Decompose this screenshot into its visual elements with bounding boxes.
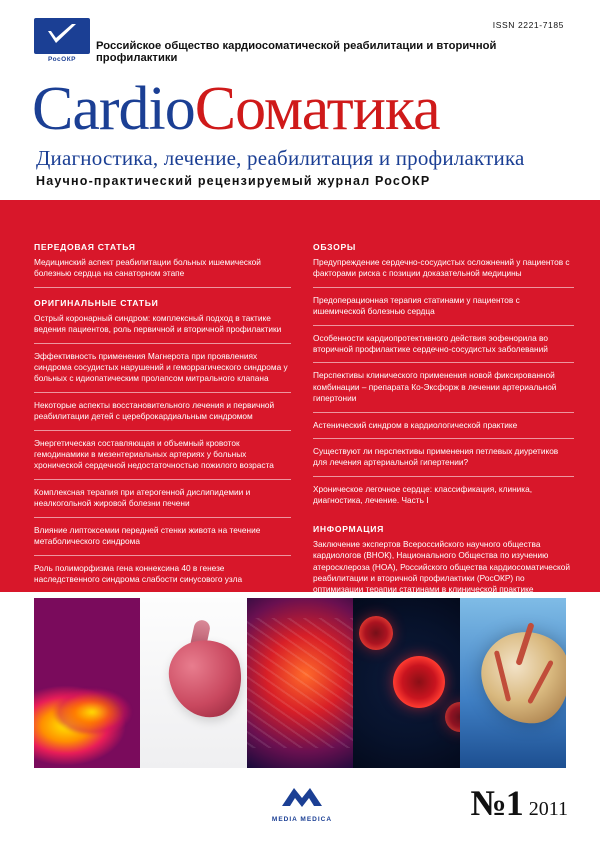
list-item[interactable]: Предупреждение сердечно-сосудистых осложнений у пациентов с факторами риска с позиции доказательной медицины xyxy=(313,257,574,288)
cardiac-muscle-fiber-image xyxy=(247,598,353,768)
red-blood-cells-image xyxy=(353,598,459,768)
list-item[interactable]: Особенности кардиопротективного действия эофенорила во вторичной профилактике сердечно-сосудистых заболеваний xyxy=(313,333,574,364)
journal-title-somatika: Соматика xyxy=(194,75,440,143)
section-heading-information: ИНФОРМАЦИЯ xyxy=(313,523,385,534)
cover-header xyxy=(0,0,600,196)
list-item[interactable]: Заключение экспертов Всероссийского научного общества кардиологов (ВНОК), Национального Общества по изучению атеросклероза (НОА), Российского общества кардиосоматической реабилитации и вторичной профилактики (РосОКР) по оптимизации терапии статинами в клинической практике xyxy=(313,538,571,595)
anatomical-heart-image xyxy=(140,598,246,768)
heart-shape xyxy=(476,626,566,729)
contents-block xyxy=(0,200,600,595)
society-name: Российское общество кардиосоматической реабилитации и вторичной профилактики xyxy=(96,40,497,64)
checkmark-icon xyxy=(47,23,77,45)
list-item[interactable]: Эффективность применения Магнерота при проявлениях синдрома сосудистых нарушений и геморрагического синдрома у больных с идиопатическим пролапсом митрального клапана xyxy=(34,351,291,393)
red-blood-cell xyxy=(393,656,445,708)
logo-box xyxy=(34,18,90,54)
section-heading-reviews: ОБЗОРЫ xyxy=(313,242,357,252)
media-medica-icon xyxy=(280,786,324,808)
list-item[interactable]: Роль полиморфизма гена коннексина 40 в генезе наследственного синдрома слабости синусового узла xyxy=(34,562,243,584)
issue-info xyxy=(471,782,568,824)
list-item[interactable]: Хроническое легочное сердце: классификация, клиника, диагностика, лечение. Часть I xyxy=(313,483,533,506)
logo-label: РосОКР xyxy=(47,56,77,63)
journal-title xyxy=(32,75,440,143)
list-item[interactable]: Перспективы клинического применения новой фиксированной комбинации – препарата Ко-Эксфорж в лечении артериальной гипертонии xyxy=(313,370,574,412)
journal-type-line: Научно-практический рецензируемый журнал РосОКР xyxy=(36,174,431,188)
list-item[interactable]: Острый коронарный синдром: комплексный подход в тактике ведения пациентов, роль первичной и вторичной профилактики xyxy=(34,313,291,344)
vessel-glow xyxy=(44,646,140,756)
heart-vessels-image xyxy=(460,598,566,768)
list-item[interactable]: Некоторые аспекты восстановительного лечения и первичной реабилитации детей с цереброкардиальным синдромом xyxy=(34,400,291,431)
issue-number: №1 xyxy=(470,783,523,823)
list-item[interactable]: Энергетическая составляющая и объемный кровоток гемодинамики в мезентериальных артериях у больных хронической сердечной недостаточностью пожилого возраста xyxy=(34,438,291,480)
rosokr-logo xyxy=(34,18,90,64)
publisher-name: MEDIA MEDICA xyxy=(271,816,333,823)
issue-year: 2011 xyxy=(528,798,568,820)
section-heading-original-articles: ОРИГИНАЛЬНЫЕ СТАТЬИ xyxy=(34,297,159,308)
red-blood-cell xyxy=(359,616,393,650)
publisher-logo xyxy=(262,786,342,823)
cover-footer xyxy=(0,780,600,855)
list-item[interactable]: Медицинский аспект реабилитации больных ишемической болезнью сердца на санаторном этапе xyxy=(34,257,291,288)
list-item[interactable]: Существуют ли перспективы применения петлевых диуретиков для лечения артериальной гипертении? xyxy=(313,446,574,477)
red-blood-cell xyxy=(445,702,459,732)
section-heading-lead-article: ПЕРЕДОВАЯ СТАТЬЯ xyxy=(34,242,136,252)
contents-column-left xyxy=(34,242,291,610)
list-item[interactable]: Предоперационная терапия статинами у пациентов с ишемической болезнью сердца xyxy=(313,295,574,326)
thermal-vessel-image xyxy=(34,598,140,768)
journal-title-cardio: Cardio xyxy=(32,75,195,143)
list-item[interactable]: Влияние липтоксемии передней стенки живота на течение метаболического синдрома xyxy=(34,525,291,556)
cover-image-strip xyxy=(34,598,566,768)
contents-column-right xyxy=(313,242,574,610)
contents-columns xyxy=(34,242,574,610)
heart-shape xyxy=(163,633,247,724)
list-item[interactable]: Астенический синдром в кардиологической практике xyxy=(313,420,574,439)
issn-text: ISSN 2221-7185 xyxy=(492,20,564,30)
journal-subtitle: Диагностика, лечение, реабилитация и профилактика xyxy=(36,146,525,170)
list-item[interactable]: Комплексная терапия при атерогенной дислипидемии и неалкогольной жировой болезни печени xyxy=(34,487,291,518)
fiber-texture xyxy=(247,618,353,748)
